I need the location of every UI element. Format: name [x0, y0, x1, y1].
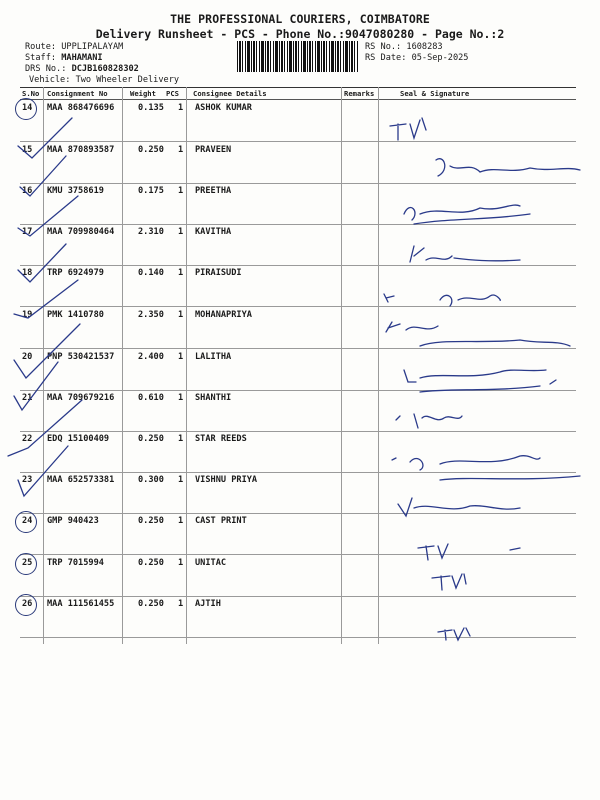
row-consignee: KAVITHA	[195, 227, 232, 237]
row-sno: 25	[22, 558, 33, 568]
signature-row-15	[436, 159, 580, 176]
row-sno: 17	[22, 227, 33, 237]
signature-row-22	[392, 456, 580, 480]
row-consignee: UNITAC	[195, 558, 227, 568]
tick-mark	[18, 118, 72, 158]
tick-mark	[18, 244, 66, 282]
row-consignee: PREETHA	[195, 186, 232, 196]
document-subtitle: Delivery Runsheet - PCS - Phone No.:9047080280 - Page No.:2	[95, 27, 505, 41]
row-consignment-no: MAA 652573381	[47, 475, 115, 485]
row-weight: 0.135	[138, 103, 164, 113]
signature-row-24	[418, 544, 520, 560]
row-consignment-no: GMP 940423	[47, 516, 99, 526]
row-consignee: AJTIH	[195, 599, 221, 609]
rs-number: RS No.: 1608283	[365, 42, 443, 52]
signature-row-23	[398, 498, 520, 516]
row-weight: 0.610	[138, 393, 164, 403]
column-header-pcs: PCS	[166, 89, 179, 98]
row-consignee: VISHNU PRIYA	[195, 475, 258, 485]
row-consignee: MOHANAPRIYA	[195, 310, 252, 320]
column-header-remarks: Remarks	[344, 89, 375, 98]
row-weight: 2.310	[138, 227, 164, 237]
tick-mark	[8, 400, 82, 456]
row-weight: 0.250	[138, 558, 164, 568]
row-pcs: 1	[178, 393, 184, 403]
row-sno: 23	[22, 475, 33, 485]
tick-mark	[14, 280, 78, 318]
row-consignment-no: MAA 870893587	[47, 145, 115, 155]
row-sno: 15	[22, 145, 33, 155]
signature-row-14	[390, 118, 426, 140]
signature-row-25	[432, 574, 466, 590]
row-pcs: 1	[178, 352, 184, 362]
row-weight: 0.250	[138, 434, 164, 444]
column-header-seal: Seal & Signature	[400, 89, 470, 98]
row-consignee: PRAVEEN	[195, 145, 232, 155]
row-consignee: LALITHA	[195, 352, 232, 362]
row-weight: 0.250	[138, 599, 164, 609]
row-pcs: 1	[178, 103, 184, 113]
column-header-consignee: Consignee Details	[193, 89, 267, 98]
tick-mark	[18, 196, 78, 236]
rs-date: RS Date: 05-Sep-2025	[365, 53, 469, 63]
tick-mark	[14, 324, 80, 378]
row-consignment-no: TRP 6924979	[47, 268, 104, 278]
row-consignee: ASHOK KUMAR	[195, 103, 252, 113]
row-sno: 22	[22, 434, 33, 444]
row-weight: 0.250	[138, 145, 164, 155]
signature-row-21	[396, 414, 462, 428]
row-consignee: PIRAISUDI	[195, 268, 242, 278]
row-consignee: CAST PRINT	[195, 516, 247, 526]
row-weight: 2.400	[138, 352, 164, 362]
row-sno: 21	[22, 393, 33, 403]
row-consignee: STAR REEDS	[195, 434, 247, 444]
row-weight: 0.250	[138, 516, 164, 526]
row-pcs: 1	[178, 558, 184, 568]
row-sno: 26	[22, 599, 33, 609]
row-sno: 24	[22, 516, 33, 526]
row-consignment-no: TRP 7015994	[47, 558, 104, 568]
row-weight: 0.175	[138, 186, 164, 196]
signature-row-20	[404, 370, 556, 392]
row-consignment-no: MAA 709980464	[47, 227, 115, 237]
row-consignment-no: MAA 111561455	[47, 599, 115, 609]
vehicle-info: Vehicle: Two Wheeler Delivery	[29, 75, 180, 85]
signature-row-26	[438, 628, 470, 640]
drs-info: DRS No.: DCJB160828302	[25, 64, 139, 74]
row-pcs: 1	[178, 186, 184, 196]
column-header-sno: S.No	[22, 89, 40, 98]
row-consignment-no: PNP 530421537	[47, 352, 115, 362]
column-header-consignment: Consignment No	[47, 89, 108, 98]
route-info: Route: UPPLIPALAYAM	[25, 42, 124, 52]
tick-mark	[18, 446, 68, 496]
row-weight: 0.300	[138, 475, 164, 485]
row-sno: 18	[22, 268, 33, 278]
row-sno: 20	[22, 352, 33, 362]
row-pcs: 1	[178, 434, 184, 444]
signature-row-18	[384, 294, 500, 306]
signature-row-17	[410, 246, 520, 262]
row-consignment-no: EDQ 15100409	[47, 434, 110, 444]
row-sno: 16	[22, 186, 33, 196]
staff-info: Staff: MAHAMANI	[25, 53, 103, 63]
row-consignment-no: PMK 1410780	[47, 310, 104, 320]
row-consignment-no: MAA 709679216	[47, 393, 115, 403]
row-pcs: 1	[178, 268, 184, 278]
row-consignment-no: MAA 868476696	[47, 103, 115, 113]
row-pcs: 1	[178, 310, 184, 320]
column-header-weight: Weight	[130, 89, 156, 98]
row-pcs: 1	[178, 475, 184, 485]
signature-row-19	[386, 322, 570, 346]
row-pcs: 1	[178, 227, 184, 237]
row-weight: 0.140	[138, 268, 164, 278]
document-title: THE PROFESSIONAL COURIERS, COIMBATORE	[170, 12, 430, 26]
row-weight: 2.350	[138, 310, 164, 320]
row-pcs: 1	[178, 145, 184, 155]
row-sno: 14	[22, 103, 33, 113]
row-consignment-no: KMU 3758619	[47, 186, 104, 196]
row-consignee: SHANTHI	[195, 393, 232, 403]
row-pcs: 1	[178, 516, 184, 526]
row-pcs: 1	[178, 599, 184, 609]
row-sno: 19	[22, 310, 33, 320]
tick-mark	[20, 156, 66, 196]
signature-row-16	[404, 205, 530, 224]
